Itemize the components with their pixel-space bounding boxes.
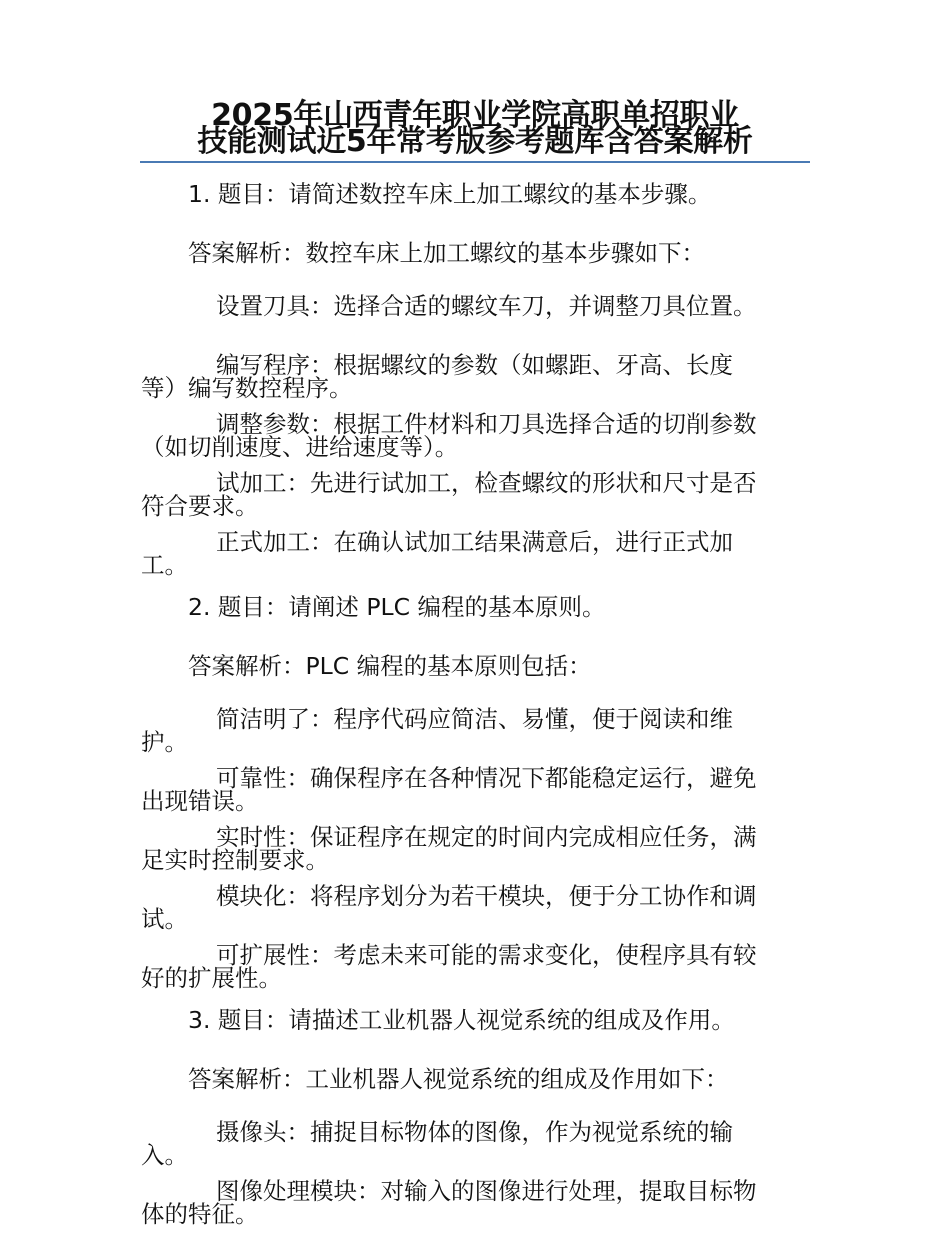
list-item xyxy=(141,469,796,532)
item-line-2: 入。 xyxy=(141,1141,188,1169)
item-line-2: 等）编写数控程序。 xyxy=(141,374,353,402)
title-underline xyxy=(140,161,810,163)
item-line-1: 简洁明了：程序代码应简洁、易懂，便于阅读和维 xyxy=(216,705,733,733)
list-item xyxy=(141,941,796,1004)
page-title xyxy=(140,98,810,159)
item-line-1: 模块化：将程序划分为若干模块，便于分工协作和调 xyxy=(216,882,757,910)
item-line-1: 设置刀具：选择合适的螺纹车刀，并调整刀具位置。 xyxy=(216,292,757,320)
item-line-1: 图像处理模块：对输入的图像进行处理，提取目标物 xyxy=(216,1177,757,1205)
item-line-2: 工。 xyxy=(141,551,188,579)
answer-intro-3 xyxy=(141,1061,796,1120)
item-line-2: 足实时控制要求。 xyxy=(141,846,329,874)
list-item xyxy=(141,351,796,414)
item-line-1: 可靠性：确保程序在各种情况下都能稳定运行，避免 xyxy=(216,764,757,792)
item-line-1: 可扩展性：考虑未来可能的需求变化，使程序具有较 xyxy=(216,941,757,969)
title-line-2: 技能测试近5年常考版参考题库含答案解析 xyxy=(197,124,753,159)
question-1 xyxy=(141,176,796,235)
list-item xyxy=(141,1177,796,1240)
item-line-1: 实时性：保证程序在规定的时间内完成相应任务，满 xyxy=(216,823,757,851)
item-line-2: 试。 xyxy=(141,905,188,933)
question-text: 2. 题目：请阐述 PLC 编程的基本原则。 xyxy=(188,593,606,621)
item-line-1: 正式加工：在确认试加工结果满意后，进行正式加 xyxy=(216,528,733,556)
answer-intro-text: 答案解析：工业机器人视觉系统的组成及作用如下： xyxy=(188,1065,729,1093)
item-line-1: 编写程序：根据螺纹的参数（如螺距、牙高、长度 xyxy=(216,351,733,379)
list-item xyxy=(141,410,796,473)
list-item xyxy=(141,528,796,591)
answer-intro-2 xyxy=(141,648,796,707)
list-item xyxy=(141,882,796,945)
question-3 xyxy=(141,1002,796,1061)
list-item xyxy=(141,823,796,886)
question-2 xyxy=(141,589,796,648)
item-line-2: 符合要求。 xyxy=(141,492,259,520)
answer-intro-text: 答案解析：数控车床上加工螺纹的基本步骤如下： xyxy=(188,239,705,267)
item-line-1: 试加工：先进行试加工，检查螺纹的形状和尺寸是否 xyxy=(216,469,757,497)
item-line-2: 体的特征。 xyxy=(141,1200,259,1228)
list-item xyxy=(141,1118,796,1181)
answer-intro-1 xyxy=(141,235,796,294)
list-item xyxy=(141,764,796,827)
answer-intro-text: 答案解析：PLC 编程的基本原则包括： xyxy=(188,652,592,680)
item-line-2: 出现错误。 xyxy=(141,787,259,815)
item-line-2: （如切削速度、进给速度等）。 xyxy=(141,433,459,461)
item-line-2: 好的扩展性。 xyxy=(141,964,282,992)
question-text: 3. 题目：请描述工业机器人视觉系统的组成及作用。 xyxy=(188,1006,735,1034)
list-item xyxy=(141,292,796,355)
title-line-1: 2025年山西青年职业学院高职单招职业 xyxy=(211,98,739,133)
item-line-2: 护。 xyxy=(141,728,188,756)
item-line-1: 调整参数：根据工件材料和刀具选择合适的切削参数 xyxy=(216,410,757,438)
item-line-1: 摄像头：捕捉目标物体的图像，作为视觉系统的输 xyxy=(216,1118,733,1146)
document-body xyxy=(141,176,796,1238)
question-text: 1. 题目：请简述数控车床上加工螺纹的基本步骤。 xyxy=(188,180,712,208)
list-item xyxy=(141,705,796,768)
